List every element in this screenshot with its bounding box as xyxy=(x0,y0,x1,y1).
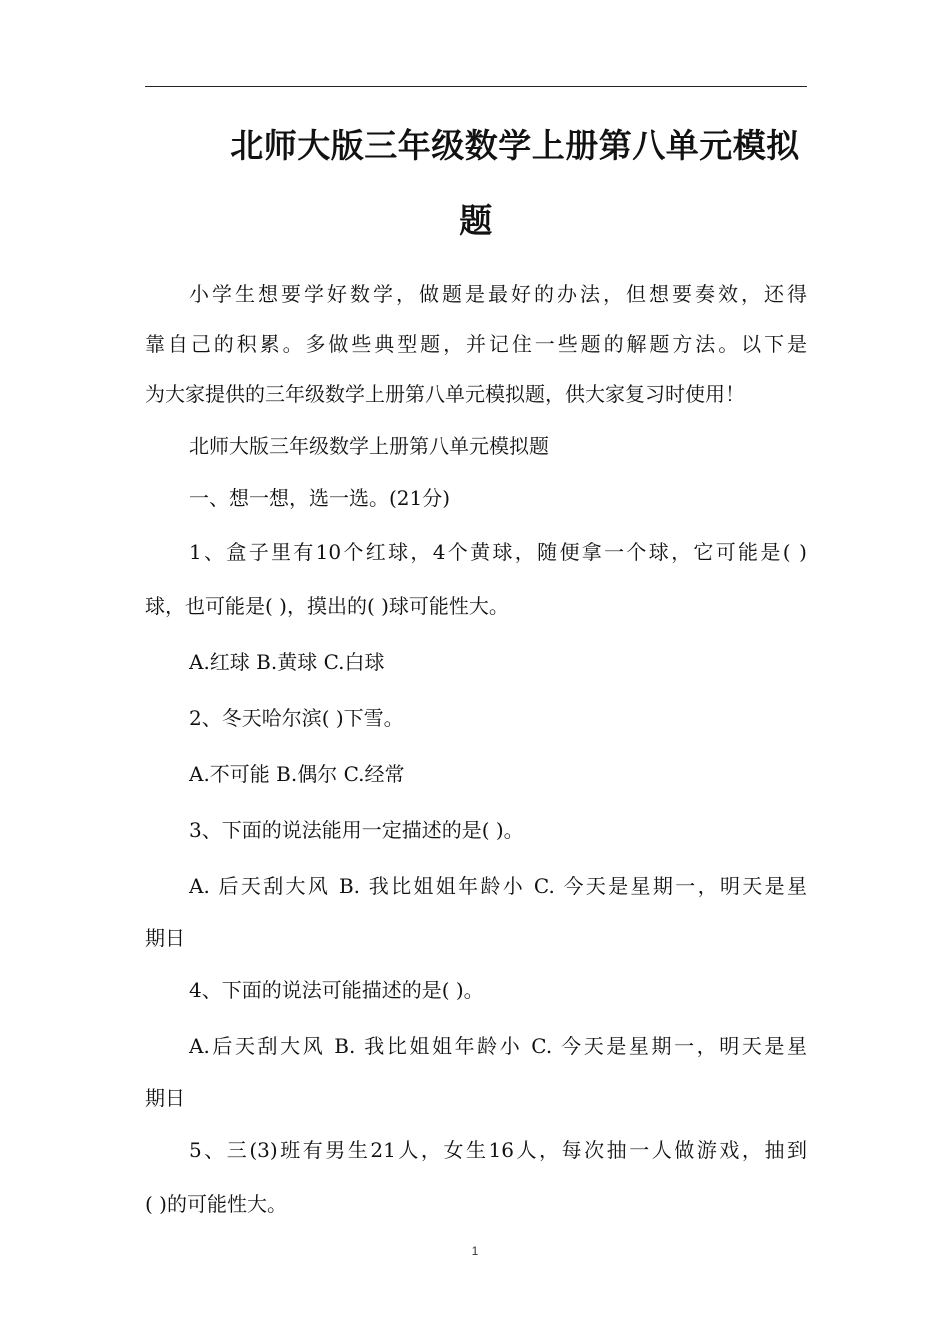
page-number: 1 xyxy=(471,1244,479,1258)
question-3-options-line1: A. 后天刮大风 B. 我比姐姐年龄小 C. 今天是星期一，明天是星 xyxy=(189,874,807,898)
question-1-line1: 1、盒子里有10个红球，4个黄球，随便拿一个球，它可能是( ) xyxy=(189,540,807,564)
question-4-options-line2: 期日 xyxy=(145,1086,185,1110)
question-1-options: A.红球 B.黄球 C.白球 xyxy=(189,650,385,674)
intro-line-2: 靠自己的积累。多做些典型题，并记住一些题的解题方法。以下是 xyxy=(145,332,807,356)
question-2-options: A.不可能 B.偶尔 C.经常 xyxy=(189,762,405,786)
question-2: 2、冬天哈尔滨( )下雪。 xyxy=(189,706,404,730)
intro-line-1: 小学生想要学好数学，做题是最好的办法，但想要奏效，还得 xyxy=(189,282,807,306)
question-3-options-line2: 期日 xyxy=(145,926,185,950)
intro-line-3: 为大家提供的三年级数学上册第八单元模拟题，供大家复习时使用！ xyxy=(145,382,745,406)
header-rule xyxy=(145,86,807,87)
question-1-line2: 球，也可能是( )，摸出的( )球可能性大。 xyxy=(145,594,509,618)
question-4: 4、下面的说法可能描述的是( )。 xyxy=(189,978,484,1002)
document-title-line1: 北师大版三年级数学上册第八单元模拟 xyxy=(230,126,800,165)
question-5-line1: 5、三(3)班有男生21人，女生16人，每次抽一人做游戏，抽到 xyxy=(189,1138,807,1162)
question-3: 3、下面的说法能用一定描述的是( )。 xyxy=(189,818,524,842)
document-title-line2: 题 xyxy=(459,201,493,240)
question-5-line2: ( )的可能性大。 xyxy=(145,1192,287,1216)
question-4-options-line1: A.后天刮大风 B. 我比姐姐年龄小 C. 今天是星期一，明天是星 xyxy=(189,1034,807,1058)
subtitle: 北师大版三年级数学上册第八单元模拟题 xyxy=(189,434,549,458)
section-heading: 一、想一想，选一选。(21分) xyxy=(189,486,451,510)
